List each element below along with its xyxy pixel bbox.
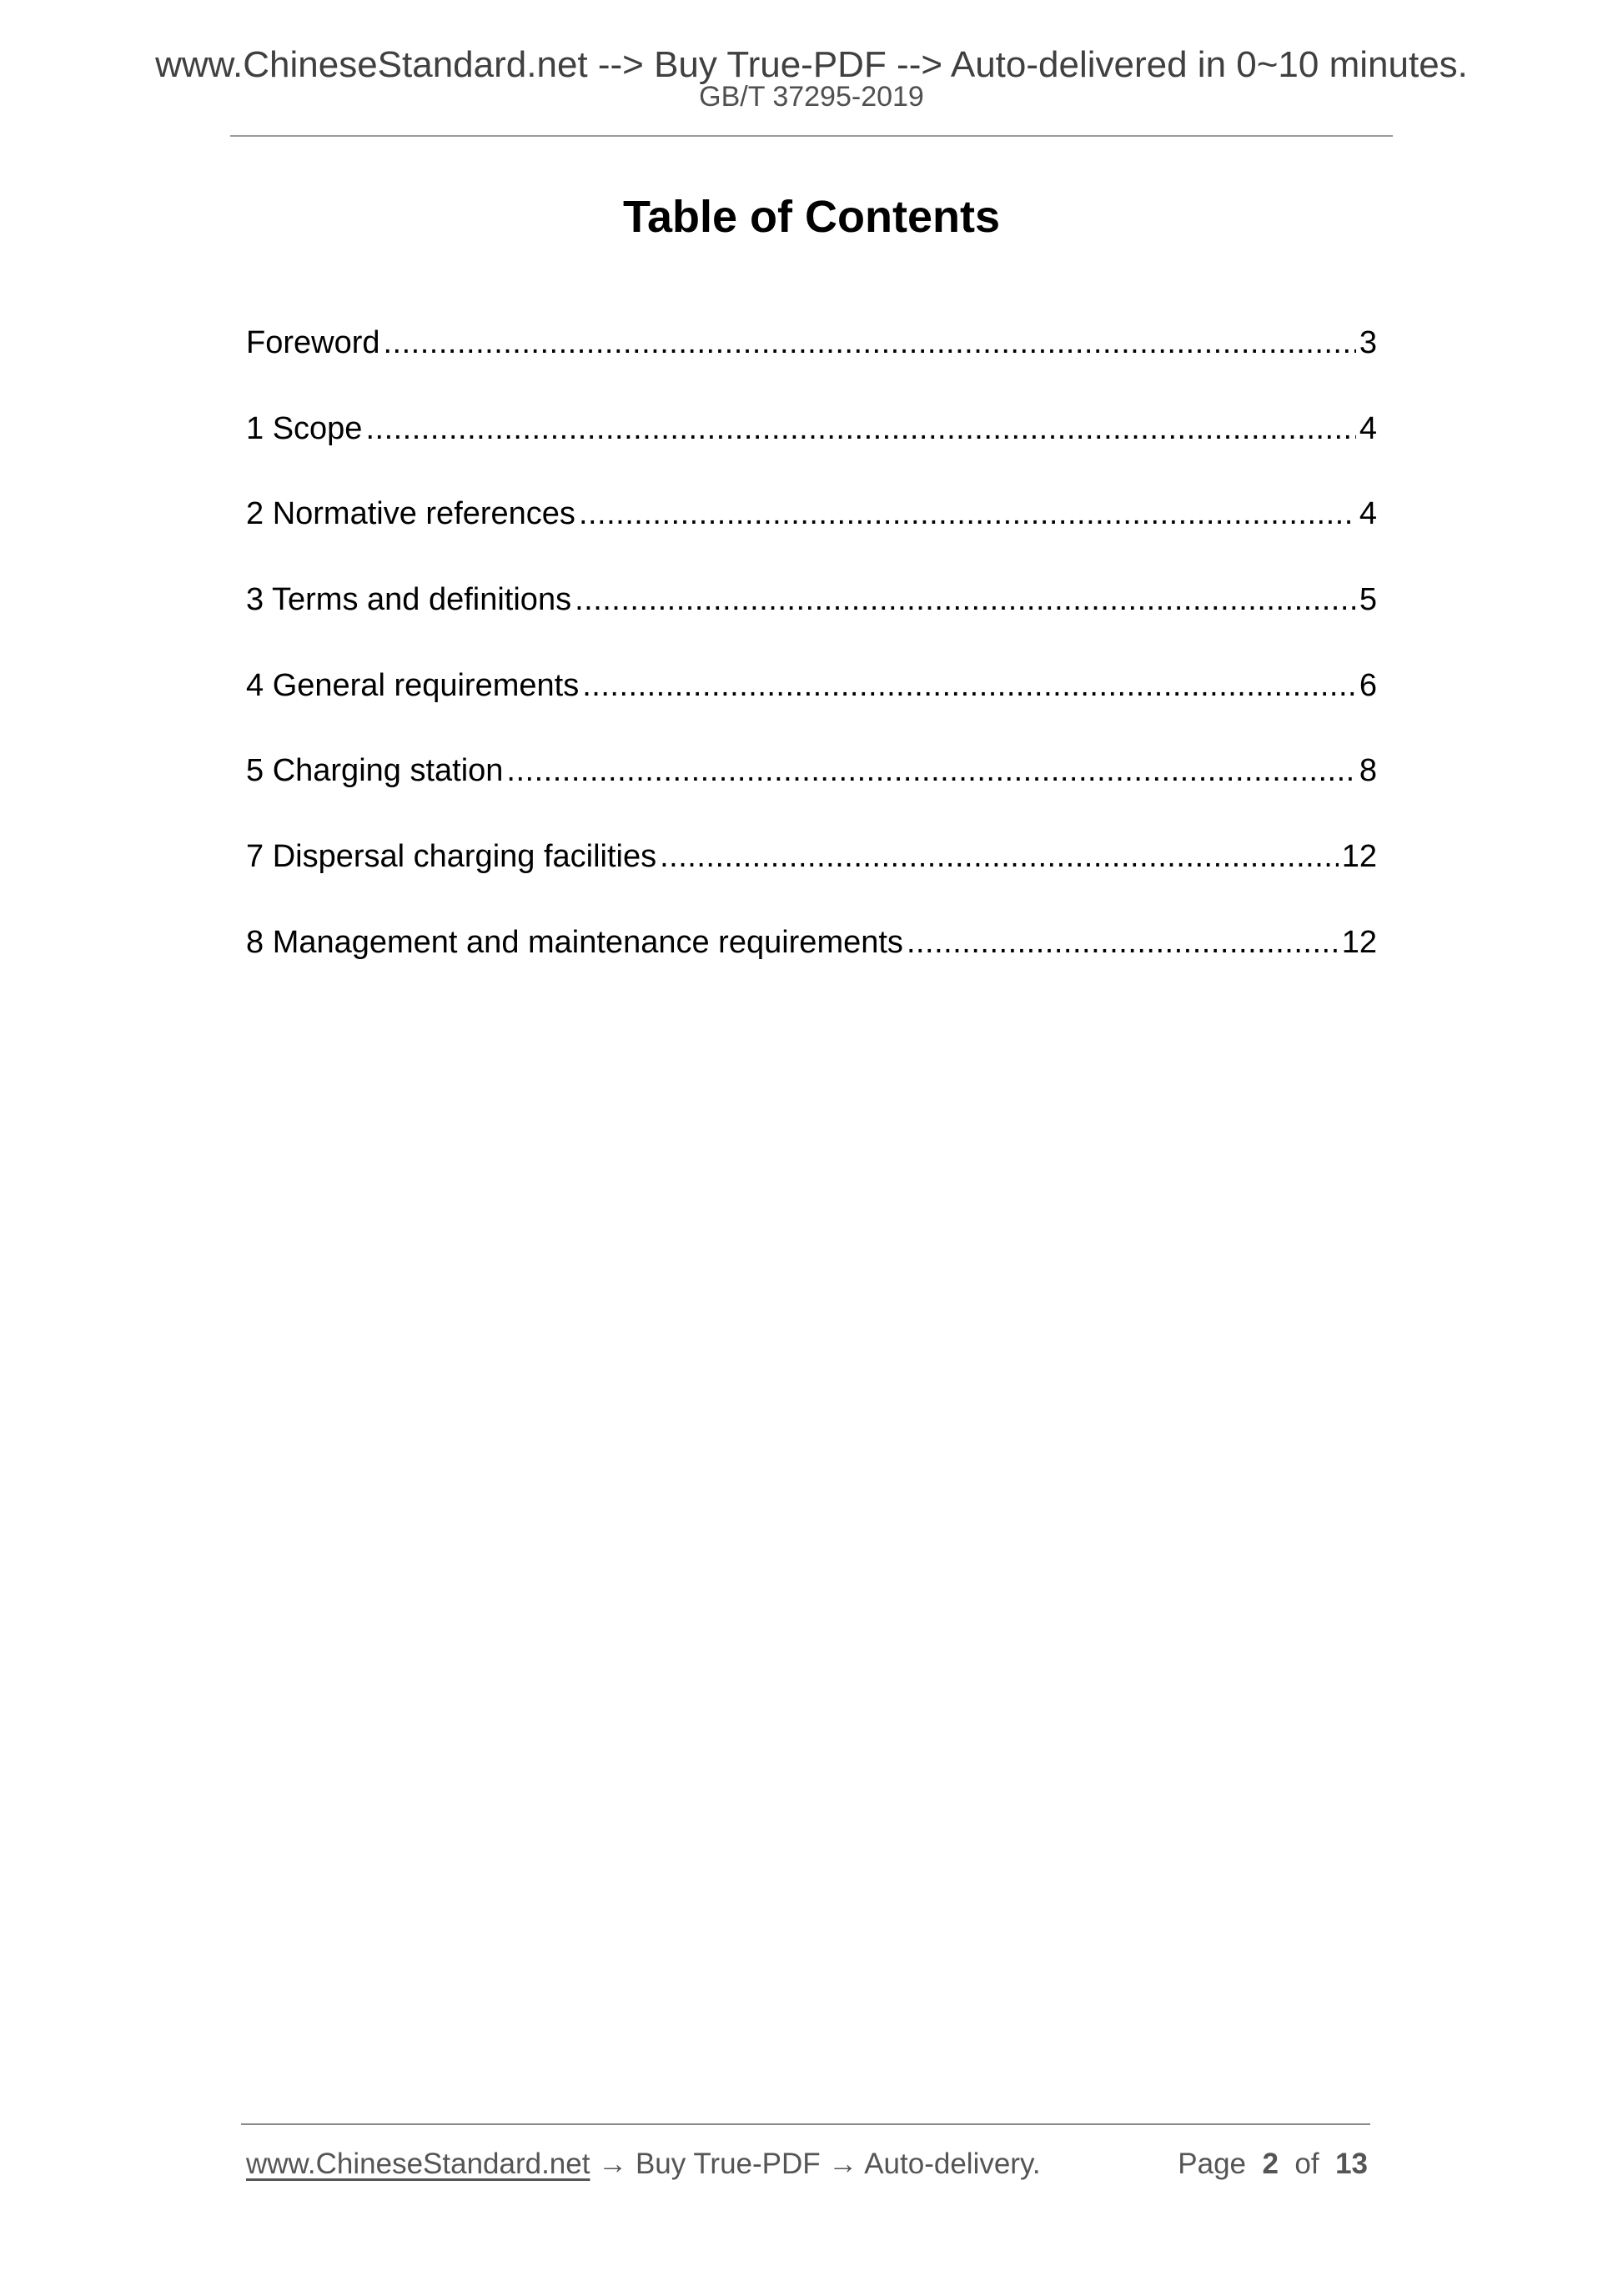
toc-entry-charging-station[interactable] bbox=[246, 751, 1377, 837]
dot-leader bbox=[506, 751, 1355, 790]
toc-entry-page: 4 bbox=[1359, 496, 1377, 532]
toc-entry-label: 2 Normative references bbox=[246, 496, 575, 532]
dot-leader bbox=[907, 923, 1339, 962]
page-indicator bbox=[1178, 2148, 1368, 2181]
dot-leader bbox=[575, 580, 1356, 619]
toc-entry-label: 3 Terms and definitions bbox=[246, 582, 572, 618]
page-title: Table of Contents bbox=[623, 192, 1000, 242]
footer-divider bbox=[241, 2123, 1370, 2125]
toc-entry-normative-references[interactable] bbox=[246, 495, 1377, 580]
toc-entry-page: 12 bbox=[1341, 839, 1377, 875]
toc-entry-dispersal-charging[interactable] bbox=[246, 837, 1377, 923]
toc-entry-general-requirements[interactable] bbox=[246, 666, 1377, 752]
toc-entry-label: 8 Management and maintenance requirements bbox=[246, 924, 903, 960]
page-total: 13 bbox=[1335, 2148, 1368, 2180]
page-current: 2 bbox=[1262, 2148, 1279, 2180]
arrow-right-icon: → bbox=[598, 2148, 628, 2180]
page-label: Page bbox=[1178, 2148, 1247, 2180]
dot-leader bbox=[384, 324, 1356, 362]
toc-entry-page: 12 bbox=[1341, 924, 1377, 960]
toc-entry-scope[interactable] bbox=[246, 409, 1377, 495]
toc-entry-page: 4 bbox=[1359, 410, 1377, 446]
standard-id: GB/T 37295-2019 bbox=[699, 81, 924, 113]
header-banner: www.ChineseStandard.net --> Buy True-PDF --> Auto-delivered in 0~10 minutes. bbox=[155, 44, 1468, 85]
toc-entry-page: 3 bbox=[1359, 325, 1377, 360]
toc-entry-page: 8 bbox=[1359, 753, 1377, 789]
toc-entry-label: 1 Scope bbox=[246, 410, 363, 446]
footer-step-buy: Buy True-PDF bbox=[635, 2148, 821, 2180]
toc-entry-label: 7 Dispersal charging facilities bbox=[246, 839, 657, 875]
page-footer bbox=[246, 2148, 1368, 2181]
toc-entry-foreword[interactable] bbox=[246, 324, 1377, 409]
toc-entry-label: 5 Charging station bbox=[246, 753, 504, 789]
page-of: of bbox=[1294, 2148, 1319, 2180]
toc-entry-page: 5 bbox=[1359, 582, 1377, 618]
toc-entry-page: 6 bbox=[1359, 667, 1377, 703]
dot-leader bbox=[365, 409, 1355, 448]
toc-entry-terms-definitions[interactable] bbox=[246, 580, 1377, 666]
toc-entry-label: Foreword bbox=[246, 325, 380, 360]
header-divider bbox=[230, 135, 1393, 137]
dot-leader bbox=[660, 837, 1339, 876]
toc-entry-label: 4 General requirements bbox=[246, 667, 580, 703]
dot-leader bbox=[582, 666, 1356, 705]
table-of-contents bbox=[246, 324, 1377, 1009]
site-link[interactable]: www.ChineseStandard.net bbox=[246, 2148, 590, 2180]
footer-step-delivery: Auto-delivery. bbox=[864, 2148, 1041, 2180]
dot-leader bbox=[579, 495, 1356, 533]
arrow-right-icon: → bbox=[828, 2148, 858, 2180]
toc-entry-management-maintenance[interactable] bbox=[246, 923, 1377, 1009]
